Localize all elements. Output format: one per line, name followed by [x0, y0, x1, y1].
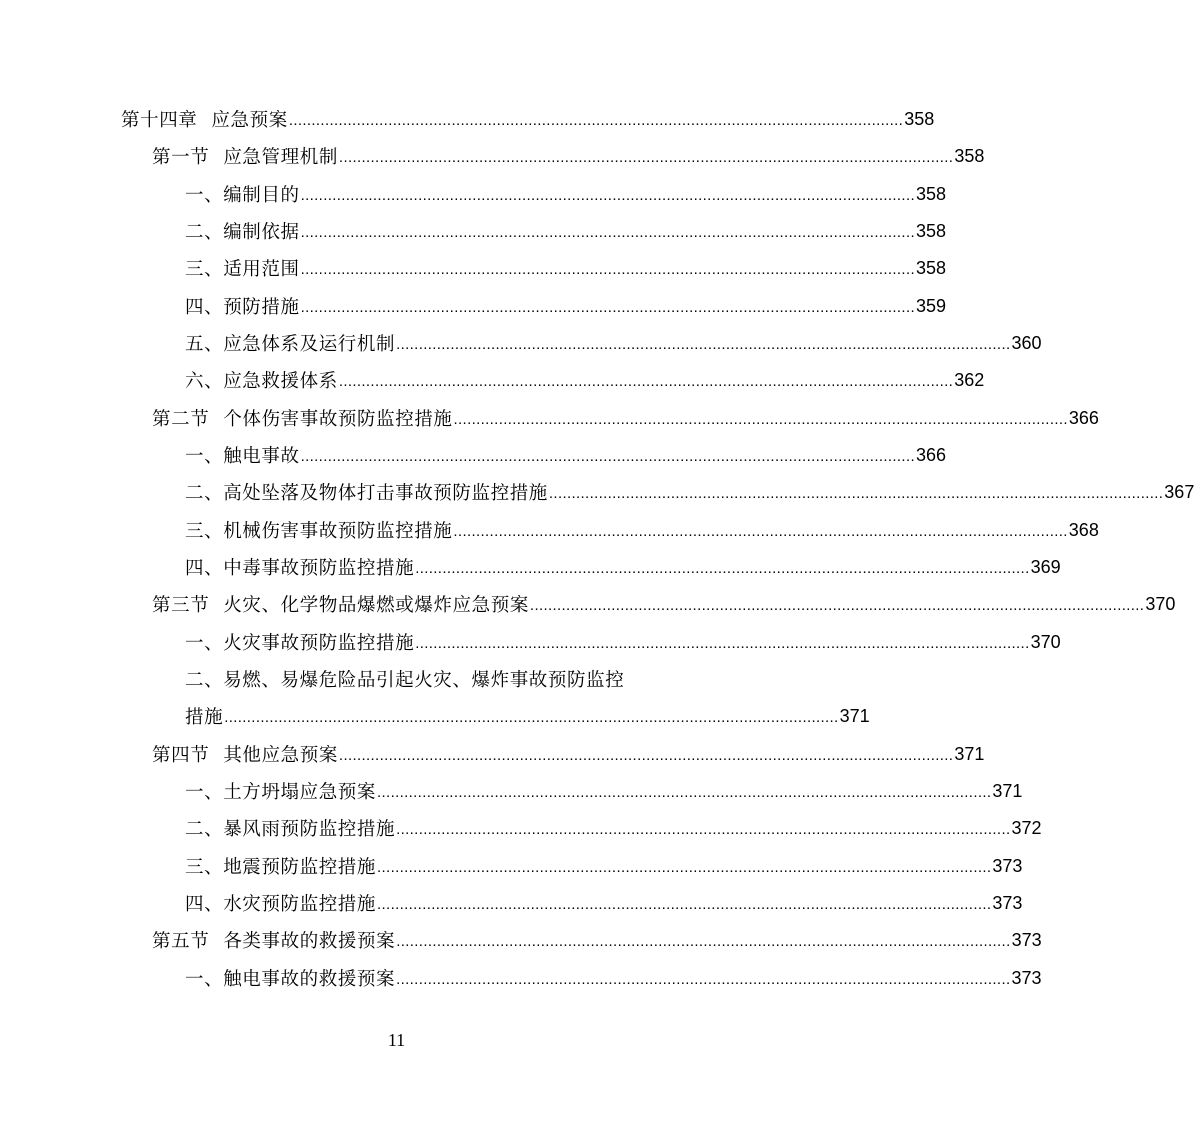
toc-entry[interactable]	[185, 851, 1023, 881]
toc-entry-title: 预防措施	[223, 297, 300, 318]
toc-entry-title: 火灾、化学物品爆燃或爆炸应急预案	[223, 595, 529, 616]
toc-entry-number: 第四节	[152, 745, 210, 766]
toc-entry-page: 372	[1011, 817, 1042, 838]
dot-leader: ........................................................................................................................................	[396, 820, 1011, 838]
toc-entry-title: 应急预案	[211, 110, 288, 131]
toc-entry-number: 一、	[185, 633, 224, 654]
dot-leader: ........................................................................................................................................	[300, 298, 915, 316]
dot-leader: ........................................................................................................................................	[300, 260, 915, 278]
toc-entry-title: 应急管理机制	[223, 147, 338, 168]
toc-entry-page: 370	[1145, 593, 1176, 614]
toc-entry[interactable]	[185, 179, 947, 209]
toc-entry-number: 三、	[185, 521, 224, 542]
toc-entry-title: 暴风雨预防监控措施	[223, 819, 396, 840]
toc-entry[interactable]	[185, 328, 1042, 358]
toc-entry-title: 各类事故的救援预案	[223, 931, 396, 952]
toc-entry-number: 三、	[185, 259, 224, 280]
dot-leader: ........................................................................................................................................	[453, 410, 1068, 428]
toc-entry-page: 366	[916, 444, 947, 465]
toc-entry[interactable]	[185, 515, 1099, 545]
toc-entry-number: 一、	[185, 446, 224, 467]
toc-entry[interactable]	[152, 403, 1099, 433]
toc-entry[interactable]	[185, 627, 1061, 657]
dot-leader: ........................................................................................................................................	[415, 559, 1030, 577]
toc-entry-title: 易燃、易爆危险品引起火灾、爆炸事故预防监控	[223, 670, 625, 691]
dot-leader: ........................................................................................................................................	[338, 746, 954, 764]
toc-entry-page: 373	[992, 892, 1023, 913]
toc-entry-page: 371	[954, 743, 985, 764]
dot-leader: ........................................................................................................................................	[288, 111, 904, 129]
toc-entry-number: 五、	[185, 334, 224, 355]
toc-entry-title: 水灾预防监控措施	[223, 894, 377, 915]
toc-entry-title: 编制目的	[223, 185, 300, 206]
toc-entry-title: 土方坍塌应急预案	[223, 782, 377, 803]
toc-entry-title: 应急救援体系	[223, 371, 338, 392]
toc-entry-page: 369	[1030, 556, 1061, 577]
toc-entry-title: 其他应急预案	[223, 745, 338, 766]
dot-leader: ........................................................................................................................................	[415, 634, 1030, 652]
dot-leader: ........................................................................................................................................	[377, 783, 992, 801]
dot-leader: ........................................................................................................................................	[377, 895, 992, 913]
toc-entry-page: 366	[1068, 407, 1099, 428]
toc-entry[interactable]	[185, 477, 1194, 507]
toc-entry-number: 四、	[185, 297, 224, 318]
toc-entry-page: 359	[916, 295, 947, 316]
toc-entry-title: 火灾事故预防监控措施	[223, 633, 415, 654]
toc-entry-number: 二、	[185, 222, 224, 243]
toc-entry-number: 第十四章	[121, 110, 198, 131]
toc-entry-title: 触电事故	[223, 446, 300, 467]
toc-entry-number: 一、	[185, 969, 224, 990]
toc-entry[interactable]	[185, 365, 985, 395]
toc-entry-page: 373	[1011, 967, 1042, 988]
toc-entry-page: 362	[954, 369, 985, 390]
dot-leader: ........................................................................................................................................	[548, 484, 1164, 502]
toc-entry[interactable]	[121, 104, 935, 134]
toc-entry[interactable]	[152, 925, 1042, 955]
toc-entry-page: 360	[1011, 332, 1042, 353]
toc-entry-title-continuation: 措施	[185, 707, 224, 728]
dot-leader: ........................................................................................................................................	[396, 335, 1011, 353]
toc-entry-page: 358	[904, 108, 935, 129]
toc-entry-number: 二、	[185, 670, 224, 691]
toc-entry-page: 373	[1011, 929, 1042, 950]
toc-entry-page: 371	[839, 705, 870, 726]
toc-entry[interactable]	[185, 552, 1061, 582]
toc-entry[interactable]	[185, 888, 1023, 918]
toc-entry-number: 四、	[185, 558, 224, 579]
toc-entry[interactable]	[185, 291, 947, 321]
toc-entry[interactable]	[152, 589, 1176, 619]
toc-entry-page: 367	[1164, 481, 1194, 502]
toc-entry-title: 编制依据	[223, 222, 300, 243]
dot-leader: ........................................................................................................................................	[396, 970, 1011, 988]
toc-entry-page: 358	[916, 220, 947, 241]
toc-entry-title: 地震预防监控措施	[223, 857, 377, 878]
toc-entry[interactable]	[185, 776, 1023, 806]
dot-leader: ........................................................................................................................................	[300, 447, 915, 465]
toc-entry[interactable]	[185, 963, 1042, 993]
dot-leader: ........................................................................................................................................	[396, 932, 1011, 950]
toc-entry-page: 358	[954, 145, 985, 166]
dot-leader: ........................................................................................................................................	[300, 186, 915, 204]
toc-entry-number: 第一节	[152, 147, 210, 168]
toc-entry[interactable]	[185, 253, 947, 283]
dot-leader: ........................................................................................................................................	[338, 372, 954, 390]
toc-entry-number: 一、	[185, 782, 224, 803]
dot-leader: ........................................................................................................................................	[300, 223, 915, 241]
toc-entry-title: 应急体系及运行机制	[223, 334, 396, 355]
toc-entry-number: 第二节	[152, 409, 210, 430]
toc-entry-number: 三、	[185, 857, 224, 878]
toc-entry-page: 368	[1068, 519, 1099, 540]
dot-leader: ........................................................................................................................................	[453, 522, 1068, 540]
toc-entry-title: 适用范围	[223, 259, 300, 280]
toc-entry-page: 371	[992, 780, 1023, 801]
page-number: 11	[387, 1030, 406, 1050]
toc-entry[interactable]	[185, 701, 870, 731]
toc-entry-page: 370	[1030, 631, 1061, 652]
toc-entry-number: 第五节	[152, 931, 210, 952]
toc-entry[interactable]	[152, 739, 985, 769]
toc-entry-number: 四、	[185, 894, 224, 915]
toc-entry-title: 个体伤害事故预防监控措施	[223, 409, 453, 430]
toc-entry[interactable]	[185, 813, 1042, 843]
toc-entry-title: 触电事故的救援预案	[223, 969, 396, 990]
toc-entry-page: 358	[916, 257, 947, 278]
toc-entry-number: 一、	[185, 185, 224, 206]
toc-entry-number: 六、	[185, 371, 224, 392]
toc-entry-page: 373	[992, 855, 1023, 876]
toc-entry[interactable]	[185, 216, 947, 246]
dot-leader: ........................................................................................................................................	[377, 858, 992, 876]
dot-leader: ........................................................................................................................................	[529, 596, 1145, 614]
toc-entry-number: 二、	[185, 819, 224, 840]
toc-entry-number: 第三节	[152, 595, 210, 616]
toc-entry[interactable]	[152, 141, 985, 171]
toc-entry-title: 中毒事故预防监控措施	[223, 558, 415, 579]
dot-leader: ........................................................................................................................................	[338, 148, 954, 166]
toc-entry[interactable]	[185, 440, 947, 470]
dot-leader: ........................................................................................................................................	[224, 708, 839, 726]
toc-entry-title: 高处坠落及物体打击事故预防监控措施	[223, 483, 548, 504]
toc-entry-number: 二、	[185, 483, 224, 504]
toc-entry-page: 358	[916, 183, 947, 204]
toc-entry-title: 机械伤害事故预防监控措施	[223, 521, 453, 542]
toc-entry-wrapped-line[interactable]	[185, 664, 674, 694]
